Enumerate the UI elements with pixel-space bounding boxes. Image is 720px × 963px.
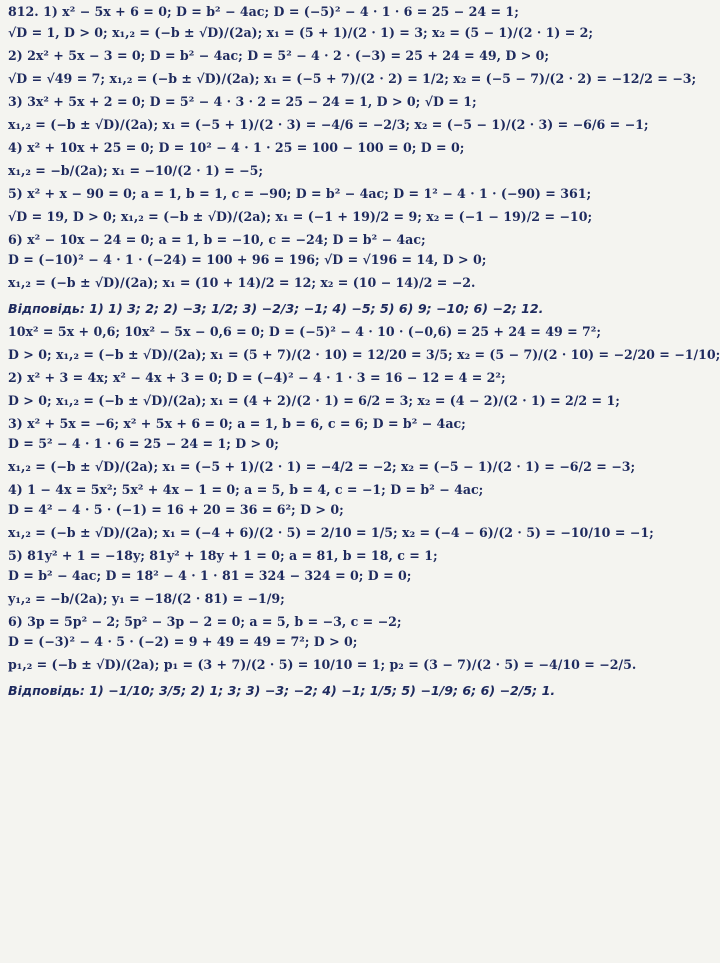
line-11: 6) x² − 10x − 24 = 0; a = 1, b = −10, c = −24; D = b² − 4ac; [8, 232, 426, 247]
line-19: 3) x² + 5x = −6; x² + 5x + 6 = 0; a = 1, b = 6, c = 6; D = b² − 4ac; [8, 416, 466, 431]
problem-heading-line [8, 4, 583, 20]
line-29: D = (−3)² − 4 · 5 · (−2) = 9 + 49 = 49 = 7²; D > 0; [8, 634, 358, 649]
line-8: x₁,₂ = −b/(2a); x₁ = −10/(2 · 1) = −5; [8, 163, 263, 178]
line-20: D = 5² − 4 · 1 · 6 = 25 − 24 = 1; D > 0; [8, 436, 279, 451]
line-4: √D = √49 = 7; x₁,₂ = (−b ± √D)/(2a); x₁ = (−5 + 7)/(2 · 2) = 1/2; x₂ = (−5 − 7)/(2 · 2) = −12/2 = −3; [8, 71, 697, 86]
line-25: 5) 81y² + 1 = −18y; 81y² + 18y + 1 = 0; a = 81, b = 18, c = 1; [8, 548, 438, 563]
line-18: D > 0; x₁,₂ = (−b ± √D)/(2a); x₁ = (4 + 2)/(2 · 1) = 6/2 = 3; x₂ = (4 − 2)/(2 · 1) = 2/2 = 1; [8, 393, 620, 408]
line-10: √D = 19, D > 0; x₁,₂ = (−b ± √D)/(2a); x₁ = (−1 + 19)/2 = 9; x₂ = (−1 − 19)/2 = −10; [8, 209, 593, 224]
line-17: 2) x² + 3 = 4x; x² − 4x + 3 = 0; D = (−4)² − 4 · 1 · 3 = 16 − 12 = 4 = 2²; [8, 370, 506, 385]
line-3: 2) 2x² + 5x − 3 = 0; D = b² − 4ac; D = 5² − 4 · 2 · (−3) = 25 + 24 = 49, D > 0; [8, 48, 550, 63]
line-30: p₁,₂ = (−b ± √D)/(2a); p₁ = (3 + 7)/(2 · 5) = 10/10 = 1; p₂ = (3 − 7)/(2 · 5) = −4/10 = −2/5. [8, 657, 637, 672]
line-6: x₁,₂ = (−b ± √D)/(2a); x₁ = (−5 + 1)/(2 · 3) = −4/6 = −2/3; x₂ = (−5 − 1)/(2 · 3) = −6/6 = −1; [8, 117, 649, 132]
line-5: 3) 3x² + 5x + 2 = 0; D = 5² − 4 · 3 · 2 = 25 − 24 = 1, D > 0; √D = 1; [8, 94, 477, 109]
line-1: 1) x² − 5x + 6 = 0; D = b² − 4ac; D = (−5)² − 4 · 1 · 6 = 25 − 24 = 1; [43, 4, 519, 19]
answer-line-1: Відповідь: 1) 1) 3; 2; 2) −3; 1/2; 3) −2/3; −1; 4) −5; 5) 6) 9; −10; 6) −2; 12. [8, 301, 544, 316]
line-21: x₁,₂ = (−b ± √D)/(2a); x₁ = (−5 + 1)/(2 · 1) = −4/2 = −2; x₂ = (−5 − 1)/(2 · 1) = −6/2 = −3; [8, 459, 636, 474]
line-22: 4) 1 − 4x = 5x²; 5x² + 4x − 1 = 0; a = 5, b = 4, c = −1; D = b² − 4ac; [8, 482, 484, 497]
line-13: x₁,₂ = (−b ± √D)/(2a); x₁ = (10 + 14)/2 = 12; x₂ = (10 − 14)/2 = −2. [8, 275, 476, 290]
line-16: D > 0; x₁,₂ = (−b ± √D)/(2a); x₁ = (5 + 7)/(2 · 10) = 12/20 = 3/5; x₂ = (5 − 7)/(2 · 10) = −2/20 = −1/10; [8, 347, 720, 362]
line-2: √D = 1, D > 0; x₁,₂ = (−b ± √D)/(2a); x₁ = (5 + 1)/(2 · 1) = 3; x₂ = (5 − 1)/(2 · 1) = 2; [8, 25, 594, 40]
line-12: D = (−10)² − 4 · 1 · (−24) = 100 + 96 = 196; √D = √196 = 14, D > 0; [8, 252, 487, 267]
line-7: 4) x² + 10x + 25 = 0; D = 10² − 4 · 1 · 25 = 100 − 100 = 0; D = 0; [8, 140, 465, 155]
line-26: D = b² − 4ac; D = 18² − 4 · 1 · 81 = 324 − 324 = 0; D = 0; [8, 568, 412, 583]
line-15: 10x² = 5x + 0,6; 10x² − 5x − 0,6 = 0; D = (−5)² − 4 · 10 · (−0,6) = 25 + 24 = 49 = 7²; [8, 324, 601, 339]
line-28: 6) 3p = 5p² − 2; 5p² − 3p − 2 = 0; a = 5, b = −3, c = −2; [8, 614, 402, 629]
line-23: D = 4² − 4 · 5 · (−1) = 16 + 20 = 36 = 6²; D > 0; [8, 502, 344, 517]
problem-number: 812. [8, 4, 39, 19]
line-24: x₁,₂ = (−b ± √D)/(2a); x₁ = (−4 + 6)/(2 · 5) = 2/10 = 1/5; x₂ = (−4 − 6)/(2 · 5) = −10/10 = −1; [8, 525, 654, 540]
line-27: y₁,₂ = −b/(2a); y₁ = −18/(2 · 81) = −1/9; [8, 591, 285, 606]
answer-line-2: Відповідь: 1) −1/10; 3/5; 2) 1; 3; 3) −3; −2; 4) −1; 1/5; 5) −1/9; 6; 6) −2/5; 1. [8, 683, 556, 698]
line-9: 5) x² + x − 90 = 0; a = 1, b = 1, c = −90; D = b² − 4ac; D = 1² − 4 · 1 · (−90) = 361; [8, 186, 592, 201]
